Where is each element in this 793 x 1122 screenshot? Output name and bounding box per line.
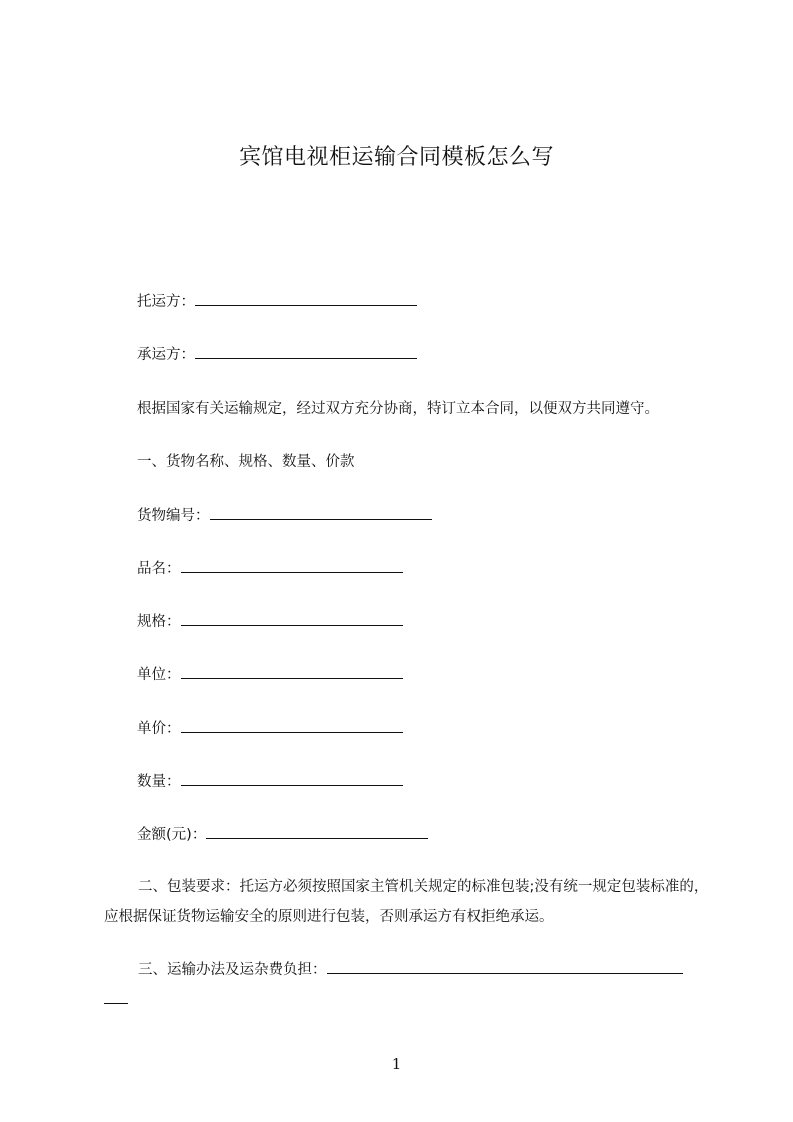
shipper-blank [195, 291, 417, 306]
product-name-line [137, 558, 403, 579]
section3-label: 三、运输办法及运杂费负担： [138, 962, 327, 978]
goods-no-blank [210, 505, 432, 520]
unit-label: 单位： [137, 667, 181, 683]
spec-blank [181, 611, 403, 626]
amount-line [137, 824, 428, 845]
quantity-label: 数量： [137, 774, 181, 790]
intro-text: 根据国家有关运输规定，经过双方充分协商，特订立本合同，以便双方共同遵守。 [137, 401, 659, 417]
product-name-blank [181, 558, 403, 573]
unit-price-line [137, 718, 403, 739]
unit-price-label: 单价： [137, 721, 181, 737]
document-title: 宾馆电视柜运输合同模板怎么写 [238, 145, 554, 170]
unit-line [137, 664, 403, 685]
spec-label: 规格： [137, 614, 181, 630]
carrier-label: 承运方： [137, 347, 195, 363]
section3-paragraph [104, 955, 704, 1015]
section3-blank [327, 959, 683, 974]
goods-no-label: 货物编号： [137, 508, 210, 524]
page-number: 1 [391, 1055, 402, 1073]
amount-label: 金额(元)： [137, 827, 207, 843]
quantity-blank [181, 771, 403, 786]
shipper-line [137, 291, 417, 312]
carrier-line [137, 344, 417, 365]
section3-blank-cont [104, 989, 128, 1004]
goods-no-line [137, 505, 432, 526]
unit-blank [181, 664, 403, 679]
spec-line [137, 611, 403, 632]
amount-blank [206, 824, 428, 839]
shipper-label: 托运方： [137, 294, 195, 310]
unit-price-blank [181, 718, 403, 733]
product-name-label: 品名： [137, 561, 181, 577]
section1-heading: 一、货物名称、规格、数量、价款 [137, 454, 355, 470]
quantity-line [137, 771, 403, 792]
section2-paragraph: 二、包装要求：托运方必须按照国家主管机关规定的标准包装;没有统一规定包装标准的，应根据保证货物运输安全的原则进行包装，否则承运方有权拒绝承运。 [104, 879, 709, 925]
carrier-blank [195, 344, 417, 359]
